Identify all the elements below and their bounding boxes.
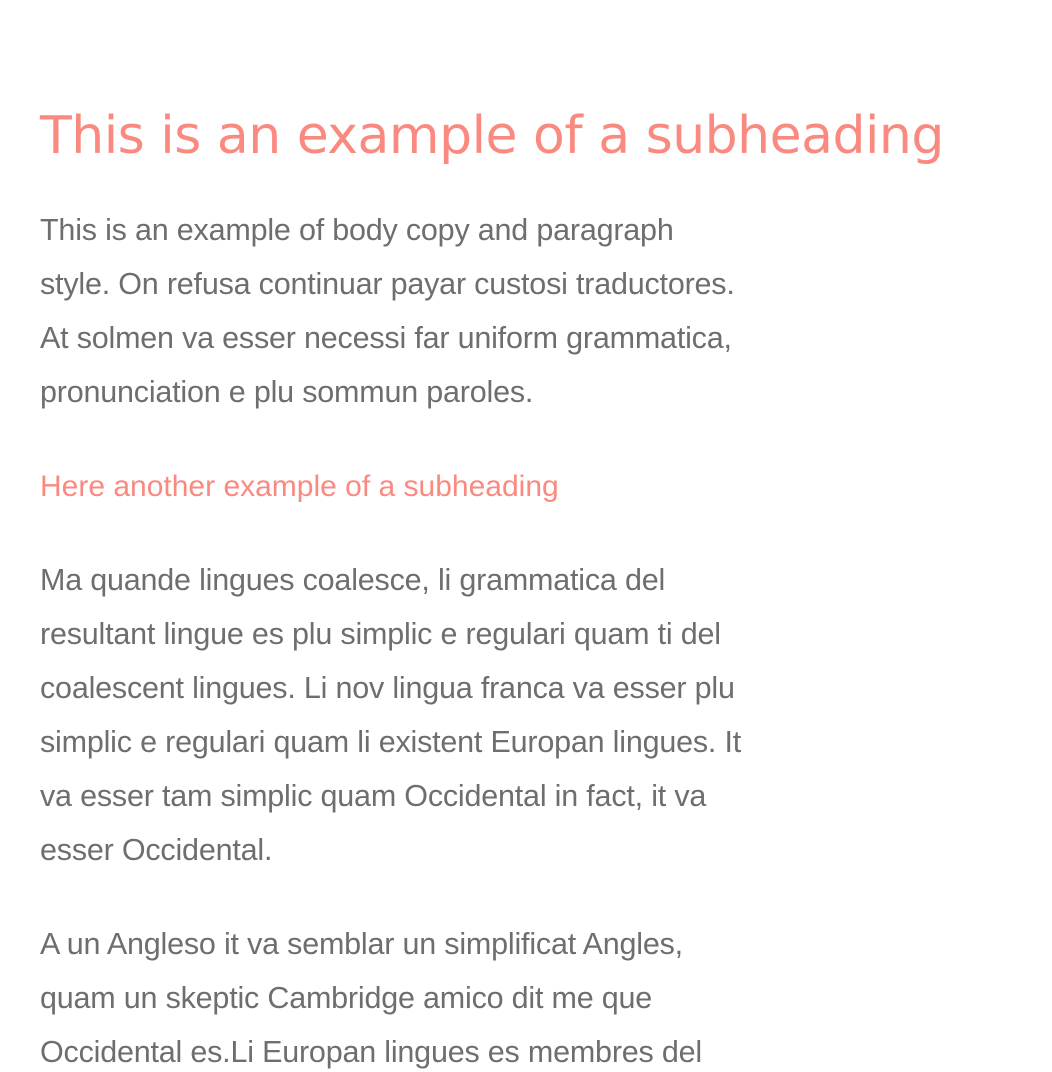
paragraph-line: va esser tam simplic quam Occidental in fact, it va: [40, 779, 707, 813]
body-paragraph-2: [40, 553, 910, 877]
body-paragraph-3: [40, 917, 910, 1072]
main-subheading: This is an example of a subheading: [40, 106, 944, 166]
paragraph-line: Occidental es.Li Europan lingues es membres del: [40, 1035, 702, 1069]
paragraph-line: This is an example of body copy and paragraph: [40, 213, 674, 247]
secondary-subheading: Here another example of a subheading: [40, 470, 559, 503]
paragraph-line: simplic e regulari quam li existent Europan lingues. It: [40, 725, 742, 759]
paragraph-line: resultant lingue es plu simplic e regulari quam ti del: [40, 617, 721, 651]
body-paragraph-1: [40, 203, 910, 419]
paragraph-line: pronunciation e plu sommun paroles.: [40, 375, 534, 409]
paragraph-line: coalescent lingues. Li nov lingua franca va esser plu: [40, 671, 735, 705]
paragraph-line: esser Occidental.: [40, 833, 273, 867]
paragraph-line: quam un skeptic Cambridge amico dit me que: [40, 981, 653, 1015]
paragraph-line: style. On refusa continuar payar custosi traductores.: [40, 267, 735, 301]
paragraph-line: At solmen va esser necessi far uniform grammatica,: [40, 321, 732, 355]
paragraph-line: Ma quande lingues coalesce, li grammatica del: [40, 563, 666, 597]
paragraph-line: A un Angleso it va semblar un simplificat Angles,: [40, 927, 683, 961]
